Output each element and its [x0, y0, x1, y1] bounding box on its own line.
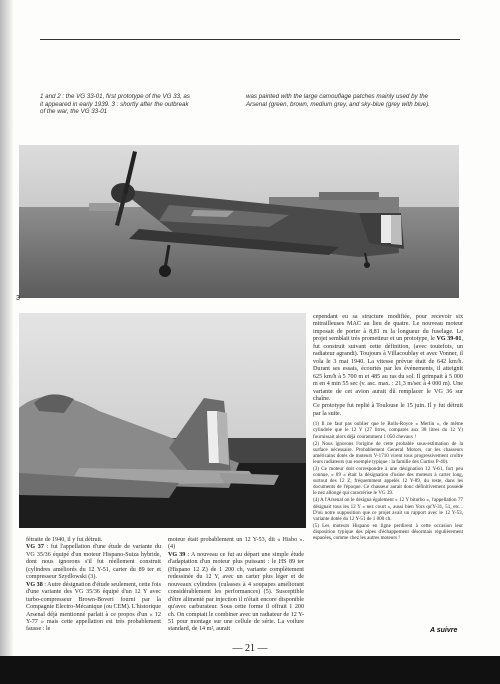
paragraph [313, 403, 463, 418]
designation: VG 38 [26, 581, 43, 588]
figure-number: 3 [16, 295, 20, 302]
footnote: (5) Les moteurs Hispano en ligne perdirent à cette occasion leur disposition typique des pipes d'échappement désormais régulièrement espacées, comme chez les autres moteurs ! [313, 522, 463, 542]
paragraph-text: : A nouveau ce fut au départ une simple étude d'adaptation d'un moteur plus puissant : le HS 89 ter (Hispano 12 Z) de 1 200 ch, variante complètement redessinée du 12 Y, avec un carter plus léger et de nouveaux cylindres (culasses à 4 soupapes améliorant considérablement les performances) (5). Susceptible d'être alimenté par injection il n'était encore disponible qu'avec carburateur. Sous cette forme il offrait 1 200 ch. On comptait le combiner avec un radiateur de 12 Y-51 pour montage sur une cellule de série. La voilure standard, de 14 m², aurait [168, 551, 304, 633]
bottom-scan-edge [0, 656, 500, 684]
aircraft-airfield-illustration [19, 145, 459, 298]
paragraph [313, 314, 463, 403]
page-number: — 21 — [232, 643, 268, 654]
caption-right: was painted with the large camouflage patches mainly used by the Arsenal (green, brown, medium grey, and sky-blue (grey with blue). [246, 93, 430, 108]
photo-aircraft-airfield [19, 145, 459, 298]
paragraph-text: fétraite de 1940, il y fut détruit. [26, 537, 103, 543]
paragraph [26, 582, 161, 634]
text-column-left [26, 537, 161, 634]
text-column-middle [168, 537, 304, 634]
paragraph-text: : Autre désignation d'étude seulement, cette fois d'une variante des VG 35/36 équipé d'un 12 Y avec turbo-compresseur Brown-Boveri fourni par la Compagnie Electro-Mécanique (ou CEM). L'historique Arsenal déjà mentionné parlait à ce propos d'un « 12 Y-77 » mais cette appellation est très probablement fausse : le [26, 581, 161, 633]
paragraph-text: : fut l'appellation d'une étude de variante du VG 35/36 équipé d'un moteur Hispano-Suiza hybride, dont nous ignorons s'il fut réellement construit (cylindres améliorés du 12 Y-51, carter du 89 ter et compresseur Szydlowski (3). [26, 544, 161, 581]
footnotes [313, 421, 463, 541]
page-binding-shadow [0, 0, 14, 684]
caption-left: 1 and 2 : the VG 33-01, first prototype of the VG 33, as it appeared in early 1939. 3 : shortly after the outbreak of the war, the VG 33-01 [40, 93, 190, 116]
designation: VG 37 [26, 544, 44, 551]
paragraph-text: Ce prototype fut replié à Toulouse le 15 juin. Il y fut détruit par la suite. [313, 403, 463, 417]
designation: VG 39-01 [436, 336, 462, 343]
designation: VG 39 [168, 551, 186, 558]
footnote: (1) Il ne faut pas oublier que le Rolls-Royce « Merlin », de même cylindrée que le 12 Y (27 litres, comparés aux 38 litres du 12 Y) fournissait alors déjà couramment 1 050 chevaux ! [313, 421, 463, 440]
aircraft-tail-illustration [19, 313, 306, 528]
paragraph [168, 552, 304, 634]
top-rule [40, 39, 460, 40]
paragraph-text: cependant eu sa structure modifiée, pour recevoir six mitrailleuses MAC au lieu de quatre. Le nouveau moteur imposait de porter à 8,81 m la longueur du fuselage. Le projet semblait très prometteur et un prototype, le [313, 314, 463, 343]
footnote: (4) A l'Arsenal on le désigna également « 12 Y biturbo », l'appellation 77 désignait tous les 12 Y « nez court », aussi bien Yors qu'Y-31, 51, etc... D'où notre supposition que ce projet avait un rapport avec le 12 Y-53, variante dotée du 12 Y-51 de 1 000 ch. [313, 497, 463, 522]
text-column-right [313, 314, 463, 542]
footnote: (3) Ce moteur doit correspondre à une désignation 12 Y-61, fort peu connue, « 89 » était la désignation d'usine des moteurs à carter long, surtout des 12 Z, fréquemment appelés 12 Y-89, du reste, dans les documents de l'époque. Ce chasseur aurait donc définitivement possédé le nez allongé qui caractérise le VG 39. [313, 466, 463, 497]
paragraph [26, 544, 161, 581]
paragraph [168, 537, 304, 552]
footnote: (2) Nous ignorons l'origine de cette probable sous-estimation de la surface nécessaire. Probablement General Motors, car les chasseurs américains dotés de moteurs V-1710 virent tous progressivement croître leurs radiateurs (un exemple typique : la famille des Curtiss P-40). [313, 440, 463, 465]
paragraph-text: , fut construit suivant cette définition, (avec toutefois, un radiateur agrandi). Toujours à Villacoublay et avec Vonner, il vola le 3 mai 1940. La vitesse prévue était de 642 km/h. Durant ses essais, écourtés par les événements, il atteignit 625 km/h à 5 700 m et 485 au ras du sol. Il grimpait à 5 000 m en 4 min 55 sec (v. asc. max. : 21,3 m/sec à 4 000 m). Une variante de cet avion aurait dû remplacer le VG 36 sur chaîne. [313, 336, 463, 402]
to-be-continued: A suivre [430, 627, 458, 634]
paragraph-text: moteur était probablement un 12 Y-53, dit « Hisbo ». (4) [168, 537, 304, 551]
photo-aircraft-tail [19, 313, 306, 528]
